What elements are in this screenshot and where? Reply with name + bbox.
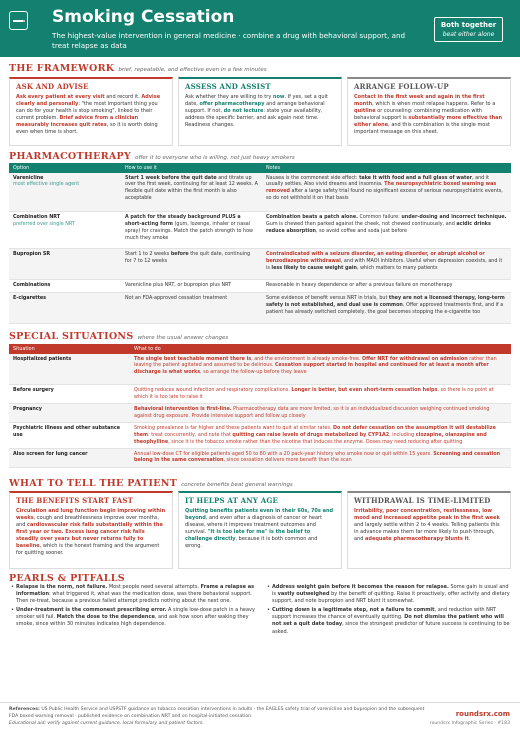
- table-row: [9, 404, 511, 423]
- option-cell: Varenicline most effective single agent: [9, 173, 121, 212]
- notes-cell: Nausea is the commonest side effect: take it with food and a full glass of water, and it usually settles. Also vivid dreams and insomnia. The neuropsychiatric boxed warning was removed after a large safety trial found no significant excess of serious neuropsychiatric events, so do not withhold it on that basis: [262, 173, 511, 212]
- card-title: IT HELPS AT ANY AGE: [185, 496, 279, 505]
- table-header-row: [9, 344, 511, 354]
- header-banner: [0, 0, 520, 57]
- references: [9, 707, 429, 728]
- card-body: Ask every patient at every visit and record it. Advise clearly and personally: "the most important thing you can do for your health is stop smoking", linked to their current problem. Brief advice from a clinician measurably increases quit rates, so it is worth doing even when time is short.: [16, 93, 161, 136]
- key-message-caption: beat either alone: [442, 30, 495, 38]
- series-label: roundsrx Infographic Series · #183: [429, 721, 510, 726]
- action-cell: Behavioral intervention is first-line. Pharmacotherapy data are more limited, so it is an individualized discussion weighing continued smoking against drug exposure. Provide intensive support and follow up closely: [130, 404, 511, 423]
- usage-cell: Start 1 week before the quit date and titrate up over the first week, continuing for at least 12 weeks. A flexible quit date within the first month is also acceptable: [121, 173, 262, 212]
- option-cell: E-cigarettes: [9, 293, 121, 324]
- card-body: Quitting benefits patients even in their 60s, 70s and beyond, and even after a diagnosis of cancer or heart disease, where it improves treatment outcomes and survival. "It is too late for me" is the belief to challenge directly, because it is both common and wrong.: [185, 507, 334, 550]
- page-title: Smoking Cessation: [52, 7, 235, 27]
- card-body: Irritability, poor concentration, restlessness, low mood and increased appetite peak in the first week and largely settle within 2 to 4 weeks. Telling patients this in advance makes them far more likely to push through, and adequate pharmacotherapy blunts it.: [354, 507, 500, 543]
- framework-heading: [9, 62, 267, 75]
- notes-cell: Reasonable in heavy dependence or after a previous failure on monotherapy: [262, 280, 511, 293]
- table-row: [9, 280, 511, 293]
- site-link[interactable]: roundsrx.com: [455, 710, 510, 718]
- option-cell: Bupropion SR: [9, 249, 121, 280]
- usage-cell: Not an FDA-approved cessation treatment: [121, 293, 262, 324]
- section-title: SPECIAL SITUATIONS: [9, 331, 134, 342]
- list-item: • Under-treatment is the commonest prescribing error. A single low-dose patch in a heavy smoker will fail. Match the dose to the dependence, and ask how soon after waking they smoke, since within 30 minutes indicates high dependence.: [11, 607, 256, 628]
- key-message-title: Both together: [440, 21, 497, 29]
- card-helps-any-age: [178, 491, 342, 569]
- disclaimer: Educational aid; verify against current guidance, local formulary and patient factors.: [9, 720, 204, 726]
- card-body: Circulation and lung function begin improving within weeks, cough and breathlessness improve over months, and cardiovascular risk falls substantially within the first year or two. Excess lung cancer risk falls steadily over years but never returns fully to baseline, which is the honest framing and the argument for quitting sooner.: [16, 507, 166, 557]
- usage-cell: Varenicline plus NRT, or bupropion plus NRT: [121, 280, 262, 293]
- pitfalls-column-left: [11, 584, 256, 631]
- column-header: How to use it: [121, 163, 262, 173]
- section-title: PEARLS & PITFALLS: [9, 573, 125, 584]
- section-note: brief, repeatable, and effective even in a few minutes: [118, 67, 267, 73]
- list-item: • Relapse is the norm, not failure. Most people need several attempts. Frame a relapse as information: what triggered it, what was the medication dose, was there behavioral support. Then re-treat, because a previous failed attempt predicts nothing about the next one.: [11, 584, 256, 605]
- situation-cell: Psychiatric illness and other substance use: [9, 423, 130, 448]
- card-title: ASSESS AND ASSIST: [185, 82, 271, 91]
- column-header: Situation: [9, 344, 130, 354]
- table-row: [9, 354, 511, 385]
- table-row: [9, 293, 511, 324]
- table-row: [9, 423, 511, 448]
- table-row: [9, 249, 511, 280]
- table-row: [9, 212, 511, 249]
- card-arrange-followup: [347, 77, 511, 146]
- card-benefits-start-fast: [9, 491, 173, 569]
- section-note: concrete benefits beat general warnings: [181, 482, 293, 488]
- section-title: THE FRAMEWORK: [9, 63, 115, 74]
- table-row: [9, 448, 511, 467]
- list-item: • Cutting down is a legitimate step, not a failure to commit, and reduction with NRT support increases the chance of eventually quitting. Do not dismiss the patient who will not set a quit date today, since the strongest predictor of future success is continuing to be asked.: [267, 607, 512, 635]
- column-header: Notes: [262, 163, 511, 173]
- table-row: [9, 385, 511, 404]
- card-ask-advise: [9, 77, 173, 146]
- pharmacotherapy-table: [9, 163, 511, 324]
- list-item: • Address weight gain before it becomes the reason for relapse. Some gain is usual and is vastly outweighed by the benefit of quitting. Raise it proactively, offer activity and dietary support, and note bupropion and NRT blunt it somewhat.: [267, 584, 512, 605]
- footer: [0, 702, 520, 736]
- column-header: Option: [9, 163, 121, 173]
- card-title: WITHDRAWAL IS TIME-LIMITED: [354, 496, 491, 505]
- patient-heading: [9, 477, 293, 490]
- no-smoking-icon: [9, 11, 28, 30]
- special-situations-table: [9, 344, 511, 468]
- option-cell: Combinations: [9, 280, 121, 293]
- action-cell: Quitting reduces wound infection and respiratory complications. Longer is better, but even short-term cessation helps, so there is no point at which it is too late to raise it: [130, 385, 511, 404]
- action-cell: The single best teachable moment there is, and the environment is already smoke-free. Offer NRT for withdrawal on admission rather than leaving the patient agitated and assumed to be delirious. Cessation support started in hospital and continued for at least a month after discharge is what works, so arrange the follow-up before they leave: [130, 354, 511, 385]
- notes-cell: Combination beats a patch alone. Common failure: under-dosing and incorrect technique. Gum is chewed then parked against the cheek, not chewed continuously, and acidic drinks reduce absorption, so avoid coffee and soda just before: [262, 212, 511, 249]
- page-subtitle: The highest-value intervention in general medicine · combine a drug with behavioral support, and treat relapse as data: [52, 31, 406, 50]
- card-title: ASK AND ADVISE: [16, 82, 89, 91]
- card-body: Ask whether they are willing to try now. If yes, set a quit date, offer pharmacotherapy and arrange behavioral support. If not, do not lecture: state your availability, address the specific barrier, and ask again next time. Readiness changes.: [185, 93, 328, 129]
- usage-cell: Start 1 to 2 weeks before the quit date, continuing for 7 to 12 weeks: [121, 249, 262, 280]
- situation-cell: Hospitalized patients: [9, 354, 130, 385]
- section-note: where the usual answer changes: [137, 335, 229, 341]
- card-title: ARRANGE FOLLOW-UP: [354, 82, 449, 91]
- pitfalls-column-right: [267, 584, 512, 638]
- card-assess-assist: [178, 77, 342, 146]
- situation-cell: Pregnancy: [9, 404, 130, 423]
- action-cell: Annual low-dose CT for eligible patients aged 50 to 80 with a 20 pack-year history who smoke now or quit within 15 years. Screening and cessation belong in the same conversation, since cessation delivers more benefit than the scan: [130, 448, 511, 467]
- action-cell: Smoking prevalence is far higher and these patients want to quit at similar rates. Do not defer cessation on the assumption it will destabilize them: treat concurrently, and note that quitting can raise levels of drugs metabolized by CYP1A2, including clozapine, olanzapine and theophylline, since it is the tobacco smoke rather than the nicotine that induces the enzyme. Doses may need reducing after quitting: [130, 423, 511, 448]
- situation-cell: Before surgery: [9, 385, 130, 404]
- references-label: References:: [9, 707, 40, 712]
- special-situations-heading: [9, 330, 228, 343]
- card-withdrawal-time-limited: [347, 491, 511, 569]
- situation-cell: Also screen for lung cancer: [9, 448, 130, 467]
- section-note: offer it to everyone who is willing, not just heavy smokers: [135, 155, 295, 161]
- notes-cell: Some evidence of benefit versus NRT in trials, but they are not a licensed therapy, long-term safety is not established, and dual use is common. Offer approved treatments first, and if a patient has already switched completely, the goal becomes stopping the e-cigarette too: [262, 293, 511, 324]
- option-cell: Combination NRT preferred over single NRT: [9, 212, 121, 249]
- key-message-box: [434, 17, 503, 42]
- notes-cell: Contraindicated with a seizure disorder, an eating disorder, or abrupt alcohol or benzodiazepine withdrawal, and with MAOI inhibitors. Useful when depression coexists, and it is less likely to cause weight gain, which matters to many patients: [262, 249, 511, 280]
- usage-cell: A patch for the steady background PLUS a short-acting form (gum, lozenge, inhaler or nasal spray) for cravings. Match the patch strength to how much they smoke: [121, 212, 262, 249]
- section-title: PHARMACOTHERAPY: [9, 151, 132, 162]
- column-header: What to do: [130, 344, 511, 354]
- card-body: Contact in the first week and again in the first month, which is when most relapse happens. Refer to a quitline or counseling: combining medication with behavioral support is substantially more effective than either alone, and this combination is the single most important message on this sheet.: [354, 93, 503, 136]
- pharmacotherapy-heading: [9, 150, 295, 163]
- references-text: US Public Health Service and USPSTF guidance on tobacco cessation interventions in adults · the EAGLES safety trial of varenicline and bupropion and the subsequent FDA boxed warning removal · published evidence on combination NRT and on hospital-initiated cessation.: [9, 707, 425, 719]
- card-title: THE BENEFITS START FAST: [16, 496, 134, 505]
- section-title: WHAT TO TELL THE PATIENT: [9, 478, 178, 489]
- table-row: [9, 173, 511, 212]
- table-header-row: [9, 163, 511, 173]
